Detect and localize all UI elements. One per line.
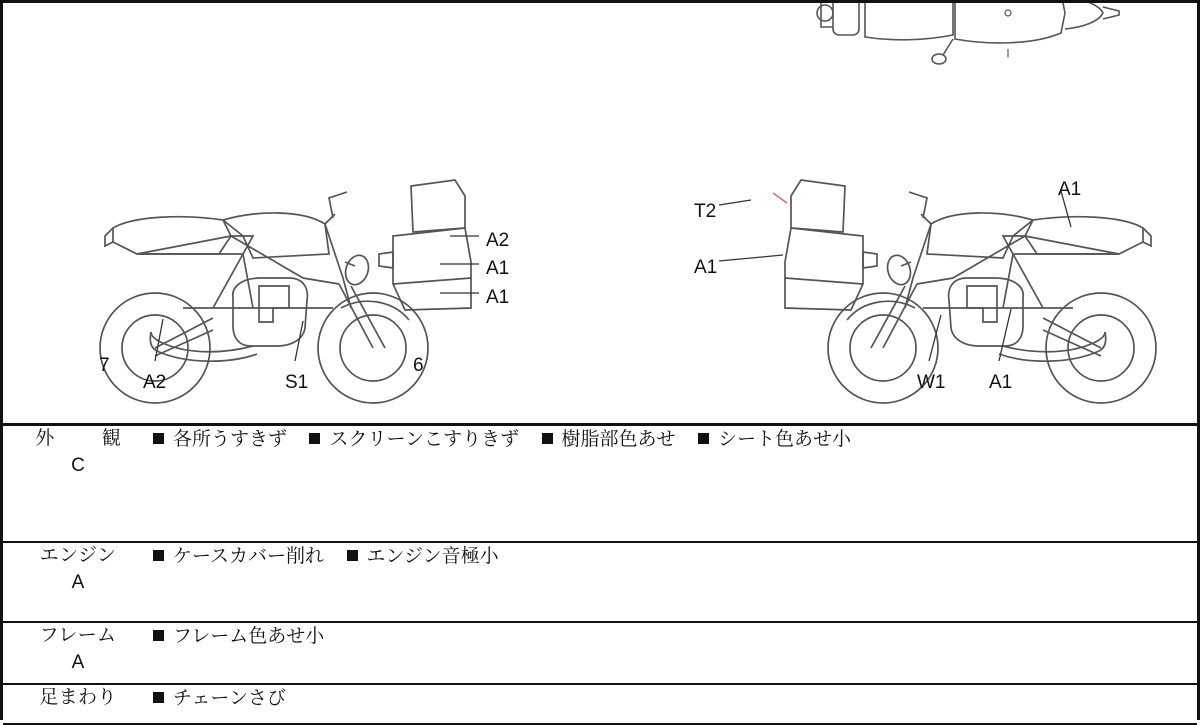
- category-grade: A: [71, 571, 85, 593]
- diagram-label: A1: [694, 257, 718, 278]
- category-cell: [3, 622, 153, 684]
- diagram-label: S1: [285, 372, 309, 393]
- table-row: [3, 684, 1197, 724]
- category-cell: [3, 426, 153, 542]
- bullet-square-icon: [153, 630, 164, 641]
- table-row: [3, 542, 1197, 622]
- note-text: スクリーンこすりきず: [329, 429, 520, 450]
- motorcycle-diagram-panel: [3, 0, 1197, 426]
- condition-table: [3, 426, 1197, 725]
- diagram-label: W1: [917, 372, 946, 393]
- notes-cell: [153, 684, 1197, 724]
- note-text: ケースカバー削れ: [173, 546, 325, 567]
- note-item: [153, 543, 324, 572]
- bullet-square-icon: [153, 550, 164, 561]
- note-text: エンジン音極小: [366, 546, 499, 567]
- notes-cell: [153, 542, 1197, 622]
- diagram-label: A1: [486, 258, 510, 279]
- note-item: [153, 623, 324, 652]
- note-item: [309, 426, 519, 455]
- diagram-label: 6: [413, 355, 424, 376]
- table-row: [3, 622, 1197, 684]
- category-label: 足まわり: [39, 687, 117, 708]
- category-cell: [3, 542, 153, 622]
- bullet-square-icon: [698, 433, 709, 444]
- diagram-label: A2: [143, 372, 167, 393]
- bullet-square-icon: [347, 550, 358, 561]
- note-text: シート色あせ小: [718, 429, 852, 450]
- note-text: フレーム色あせ小: [173, 626, 325, 647]
- diagram-label: A1: [989, 372, 1013, 393]
- diagram-label: T2: [694, 201, 717, 222]
- category-label: 外 観: [35, 428, 135, 449]
- category-label: エンジン: [39, 545, 117, 566]
- diagram-label: A2: [486, 230, 510, 251]
- bullet-square-icon: [153, 433, 164, 444]
- category-grade: A: [71, 651, 85, 673]
- diagram-label: A1: [486, 287, 510, 308]
- category-label: フレーム: [39, 625, 117, 646]
- note-text: 各所うすきず: [173, 429, 288, 450]
- note-item: [542, 426, 676, 455]
- notes-cell: [153, 622, 1197, 684]
- diagram-label: 7: [99, 355, 110, 376]
- bullet-square-icon: [309, 433, 320, 444]
- note-item: [153, 426, 287, 455]
- note-text: チェーンさび: [173, 688, 287, 709]
- table-row: [3, 426, 1197, 542]
- note-item: [347, 543, 499, 572]
- note-item: [698, 426, 851, 455]
- note-item: [153, 685, 286, 714]
- diagram-label: A1: [1058, 179, 1082, 200]
- category-grade: C: [71, 454, 85, 476]
- category-cell: [3, 684, 153, 724]
- notes-cell: [153, 426, 1197, 542]
- bullet-square-icon: [542, 433, 553, 444]
- note-text: 樹脂部色あせ: [561, 429, 676, 450]
- bullet-square-icon: [153, 692, 164, 703]
